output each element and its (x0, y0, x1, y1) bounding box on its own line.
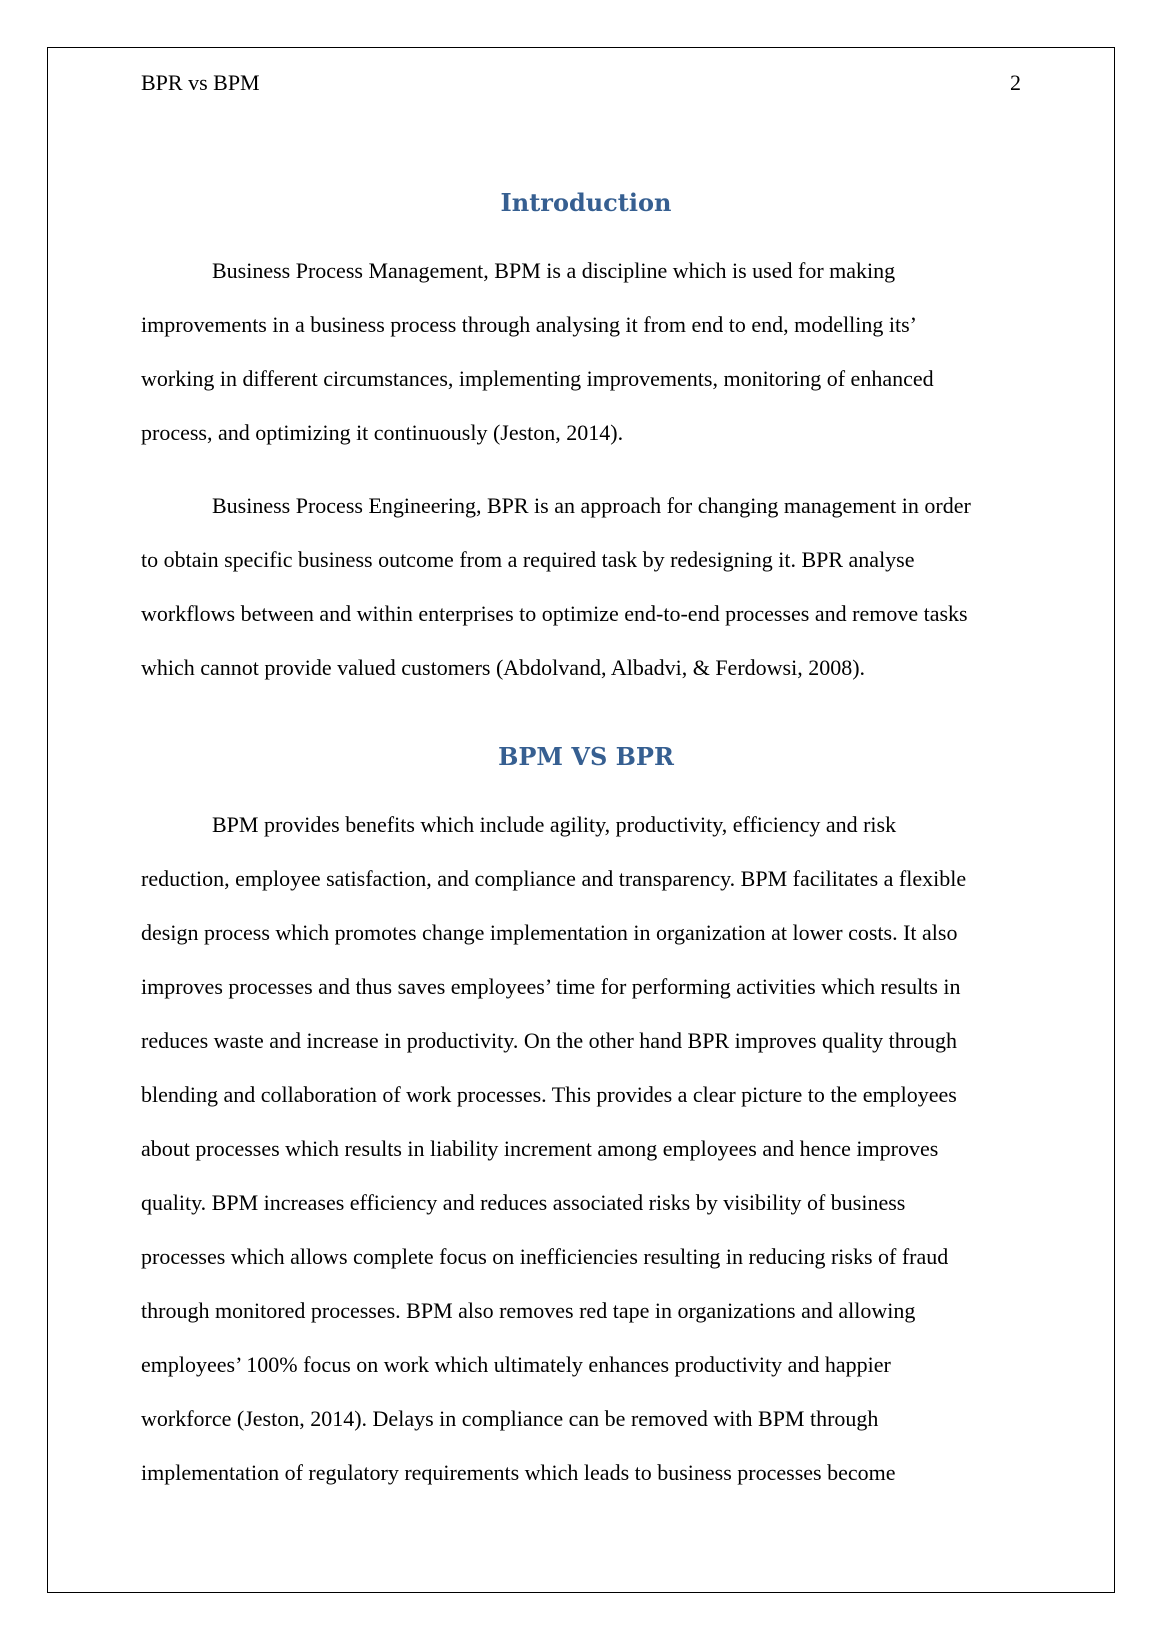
text-line: improvements in a business process through analysing it from end to end, modelling its’ (141, 312, 917, 337)
text-line: through monitored processes. BPM also removes red tape in organizations and allowing (141, 1298, 916, 1323)
text-line: reduces waste and increase in productivity. On the other hand BPR improves quality through (141, 1028, 958, 1053)
heading-bpm-vs-bpr: BPM VS BPR (498, 742, 674, 771)
text-line: improves processes and thus saves employees’ time for performing activities which results in (141, 974, 961, 999)
paragraph-bpm-definition (141, 244, 1031, 460)
running-header (141, 68, 1021, 98)
text-line: process, and optimizing it continuously (Jeston, 2014). (141, 420, 624, 445)
text-line: processes which allows complete focus on inefficiencies resulting in reducing risks of fraud (141, 1244, 949, 1269)
text-line: reduction, employee satisfaction, and compliance and transparency. BPM facilitates a flexible (141, 866, 967, 891)
text-line: to obtain specific business outcome from a required task by redesigning it. BPR analyse (141, 547, 915, 572)
text-line: blending and collaboration of work processes. This provides a clear picture to the employees (141, 1082, 957, 1107)
text-line: Business Process Management, BPM is a discipline which is used for making (212, 258, 896, 283)
text-line: working in different circumstances, implementing improvements, monitoring of enhanced (141, 366, 934, 391)
text-line: about processes which results in liability increment among employees and hence improves (141, 1136, 939, 1161)
text-line: workflows between and within enterprises to optimize end-to-end processes and remove tasks (141, 601, 968, 626)
text-line: employees’ 100% focus on work which ultimately enhances productivity and happier (141, 1352, 891, 1377)
running-title: BPR vs BPM (141, 70, 260, 95)
page-number: 2 (1010, 70, 1021, 95)
heading-introduction: Introduction (500, 188, 672, 217)
text-line: workforce (Jeston, 2014). Delays in compliance can be removed with BPM through (141, 1406, 879, 1431)
paragraph-bpm-vs-bpr (141, 798, 1031, 1500)
paragraph-bpr-definition (141, 479, 1031, 695)
text-line: which cannot provide valued customers (Abdolvand, Albadvi, & Ferdowsi, 2008). (141, 655, 866, 680)
text-line: quality. BPM increases efficiency and reduces associated risks by visibility of business (141, 1190, 906, 1215)
text-line: implementation of regulatory requirements which leads to business processes become (141, 1460, 896, 1485)
text-line: BPM provides benefits which include agility, productivity, efficiency and risk (212, 812, 897, 837)
text-line: Business Process Engineering, BPR is an approach for changing management in order (212, 493, 971, 518)
document-body (141, 181, 1031, 1500)
text-line: design process which promotes change implementation in organization at lower costs. It also (141, 920, 958, 945)
